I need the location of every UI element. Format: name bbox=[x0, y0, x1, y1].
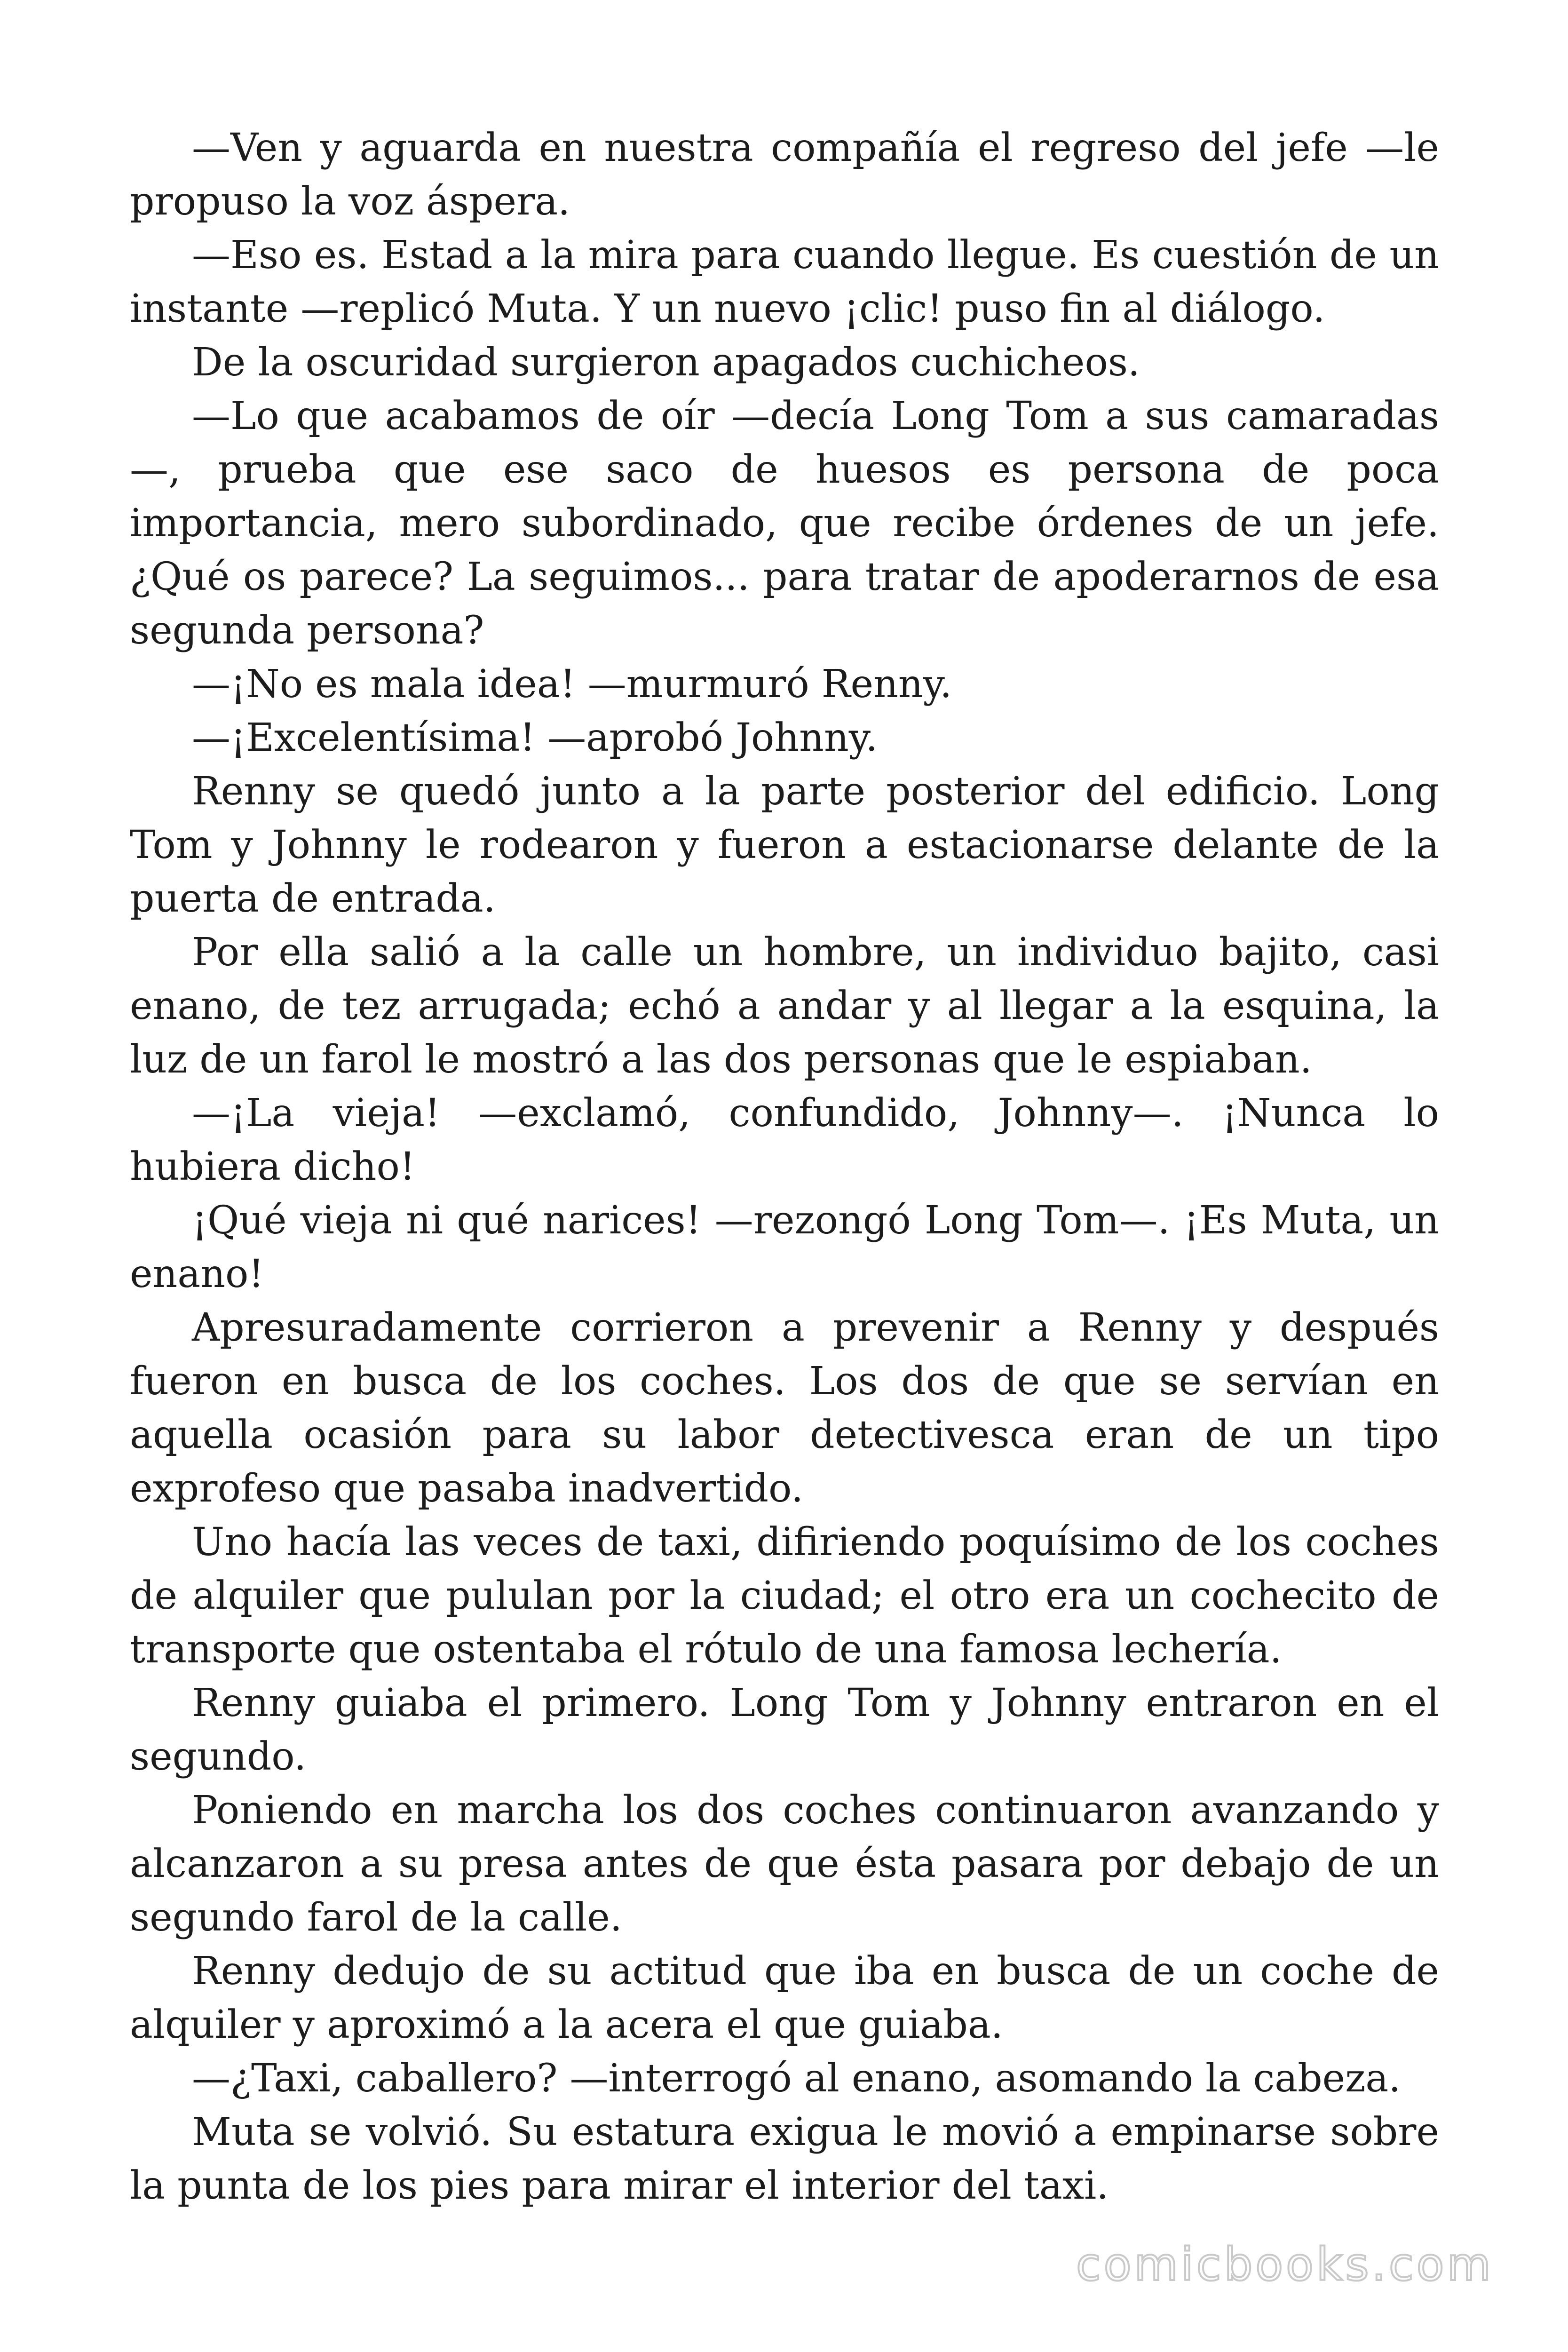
paragraph: Renny dedujo de su actitud que iba en busca de un coche de alquiler y aproximó a la acera el que guiaba. bbox=[130, 1949, 1439, 2047]
paragraph: Uno hacía las veces de taxi, difiriendo poquísimo de los coches de alquiler que pululan por la ciudad; el otro era un cochecito de transporte que ostentaba el rótulo de una famosa lechería. bbox=[130, 1520, 1439, 1672]
page-body bbox=[130, 121, 1439, 2213]
paragraph: —¡La vieja! —exclamó, confundido, Johnny—. ¡Nunca lo hubiera dicho! bbox=[130, 1091, 1439, 1189]
paragraph: Apresuradamente corrieron a prevenir a Renny y después fueron en busca de los coches. Los dos de que se servían en aquella ocasión para su labor detectivesca eran de un tipo exprofeso que pasaba inadvertido. bbox=[130, 1305, 1439, 1511]
paragraph: Renny se quedó junto a la parte posterior del edificio. Long Tom y Johnny le rodearon y fueron a estacionarse delante de la puerta de entrada. bbox=[130, 769, 1439, 921]
paragraph: Renny guiaba el primero. Long Tom y Johnny entraron en el segundo. bbox=[130, 1681, 1439, 1779]
paragraph: ¡Qué vieja ni qué narices! —rezongó Long Tom—. ¡Es Muta, un enano! bbox=[130, 1198, 1439, 1296]
paragraph: —Eso es. Estad a la mira para cuando llegue. Es cuestión de un instante —replicó Muta. Y un nuevo ¡clic! puso fin al diálogo. bbox=[130, 233, 1439, 331]
paragraph: Muta se volvió. Su estatura exigua le movió a empinarse sobre la punta de los pies para mirar el interior del taxi. bbox=[130, 2110, 1439, 2208]
paragraph: —Ven y aguarda en nuestra compañía el regreso del jefe —le propuso la voz áspera. bbox=[130, 126, 1439, 224]
paragraph: —¡Excelentísima! —aprobó Johnny. bbox=[192, 715, 878, 760]
paragraph: Por ella salió a la calle un hombre, un individuo bajito, casi enano, de tez arrugada; echó a andar y al llegar a la esquina, la luz de un farol le mostró a las dos personas que le espiaban. bbox=[130, 930, 1439, 1082]
paragraph: De la oscuridad surgieron apagados cuchicheos. bbox=[192, 340, 1140, 385]
paragraph: Poniendo en marcha los dos coches continuaron avanzando y alcanzaron a su presa antes de que ésta pasara por debajo de un segundo farol de la calle. bbox=[130, 1788, 1439, 1940]
paragraph: —¿Taxi, caballero? —interrogó al enano, asomando la cabeza. bbox=[192, 2056, 1401, 2101]
paragraph: —¡No es mala idea! —murmuró Renny. bbox=[192, 662, 952, 707]
paragraph: —Lo que acabamos de oír —decía Long Tom a sus camaradas—, prueba que ese saco de huesos es persona de poca importancia, mero subordinado, que recibe órdenes de un jefe. ¿Qué os parece? La seguimos... para tratar de apoderarnos de esa segunda persona? bbox=[130, 394, 1439, 653]
watermark: comicbooks.com bbox=[1076, 2238, 1494, 2291]
